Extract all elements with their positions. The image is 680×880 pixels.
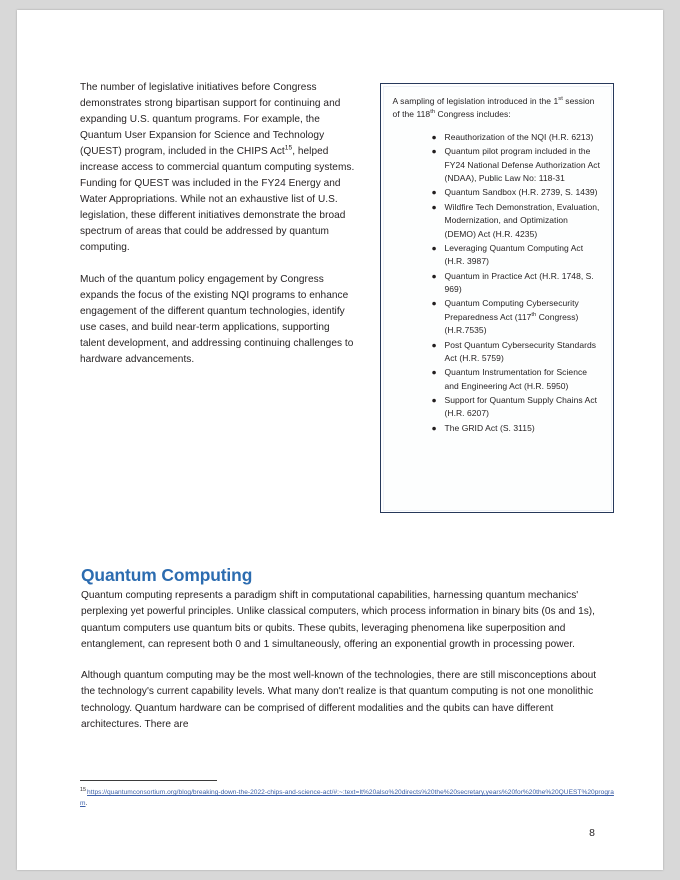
section-heading-quantum-computing: Quantum Computing xyxy=(81,565,253,586)
footnote-number: 15 xyxy=(80,787,87,793)
bullet-icon: ● xyxy=(431,339,437,350)
legislation-list xyxy=(393,131,601,435)
list-item-label: Support for Quantum Supply Chains Act (H.R. 6207) xyxy=(444,394,598,419)
bullet-icon: ● xyxy=(431,270,437,281)
list-item-label: Reauthorization of the NQI (H.R. 6213) xyxy=(444,132,594,143)
ordinal-suffix-th: th xyxy=(430,108,436,115)
list-item xyxy=(393,366,601,393)
list-item-label: Quantum Sandbox (H.R. 2739, S. 1439) xyxy=(444,187,598,198)
list-item-label: Quantum in Practice Act (H.R. 1748, S. 969) xyxy=(444,270,594,295)
footnote-url-line-2: tary,years%20for%20the%20QUEST%20program xyxy=(80,789,614,807)
main-text-column xyxy=(81,588,598,748)
list-item-label: Wildfire Tech Demonstration, Evaluation, Modernization, and Optimization (DEMO) Act (H.R. 4235) xyxy=(444,201,600,239)
list-item-label: Quantum pilot program included in the FY24 National Defense Authorization Act (NDAA), Public Law No: 118-31 xyxy=(444,146,601,184)
list-item xyxy=(393,242,601,269)
paragraph-text-part-1: The number of legislative initiatives before Congress demonstrates strong bipartisan support for continuing and expanding U.S. quantum programs. For example, the Quantum User Expansion for Science and Technology (QUEST) program, included in the CHIPS Act xyxy=(80,82,341,158)
list-item xyxy=(393,297,601,338)
list-item-label: Leveraging Quantum Computing Act (H.R. 3987) xyxy=(444,242,584,267)
bullet-icon: ● xyxy=(431,132,437,143)
list-item-label: The GRID Act (S. 3115) xyxy=(444,422,535,433)
bullet-icon: ● xyxy=(431,394,437,405)
list-item xyxy=(393,201,601,242)
footnote-url-line-1: https://quantumconsortium.org/blog/breaking-down-the-2022-chips-and-science-act/#:~:text=It%20also%20directs%20the%20secre xyxy=(87,789,474,797)
legislation-sampling-box xyxy=(380,83,614,513)
list-item xyxy=(393,394,601,421)
list-item-label-part-2: Congress) (H.R.7535) xyxy=(444,311,579,336)
paragraph-legislative-initiatives xyxy=(80,80,357,257)
bullet-icon: ● xyxy=(431,298,437,309)
ordinal-suffix-th: th xyxy=(531,311,537,318)
list-item-label: Quantum Instrumentation for Science and Engineering Act (H.R. 5950) xyxy=(444,367,588,391)
list-item xyxy=(393,422,601,436)
list-item xyxy=(393,186,601,200)
list-item xyxy=(393,339,601,366)
list-item-label-part-1: Quantum Computing Cybersecurity Preparedness Act (117 xyxy=(444,298,579,322)
bullet-icon: ● xyxy=(431,201,437,212)
legislation-box-inner xyxy=(383,86,612,511)
document-page xyxy=(17,10,663,870)
ordinal-suffix-st: st xyxy=(558,95,563,102)
paragraph-text-part-2: , helped increase access to commercial quantum computing systems. Funding for QUEST was included in the FY24 Energy and Water Appropriations. While not an exhaustive list of U.S. legislation, these different initiatives demonstrate the broad spectrum of areas that could be addressed by quantum computing. xyxy=(80,146,355,254)
list-item-label: Post Quantum Cybersecurity Standards Act (H.R. 5759) xyxy=(444,339,597,364)
footnote-link[interactable] xyxy=(80,789,614,807)
list-item xyxy=(393,145,601,186)
left-text-column xyxy=(80,80,357,383)
bullet-icon: ● xyxy=(431,187,437,198)
paragraph-quantum-computing-intro: Quantum computing represents a paradigm shift in computational capabilities, harnessing quantum mechanics' perplexing yet powerful principles. Unlike classical computers, which process information in binary bits (0s and 1s), quantum computers use quantum bits or qubits. These qubits, leveraging phenomena like superposition and entanglement, can represent both 0 and 1 simultaneously, offering an exponential growth in processing power. xyxy=(81,590,595,650)
list-item xyxy=(393,131,601,145)
footnote-separator-rule xyxy=(80,780,217,781)
paragraph-quantum-policy-engagement: Much of the quantum policy engagement by Congress expands the focus of the existing NQI programs to enhance engagement of the different quantum technologies, identify use cases, and build near-term applications, supporting talent development, and addressing continuing challenges to hardware advancements. xyxy=(80,273,354,365)
paragraph-quantum-misconceptions: Although quantum computing may be the most well-known of the technologies, there are still misconceptions about the technology's current capability levels. What many don't realize is that quantum computing is not one monolithic technology. Quantum hardware can be comprised of different modalities and the qubits can have different architectures. There are xyxy=(81,670,597,730)
page-number: 8 xyxy=(589,828,595,839)
heading-part-1: A sampling of legislation introduced in the 1 xyxy=(392,95,559,106)
bullet-icon: ● xyxy=(431,367,437,378)
footnote-block xyxy=(80,785,617,809)
heading-part-2: session of the 118 xyxy=(392,95,595,119)
footnote-trailing-period: . xyxy=(85,799,88,807)
bullet-icon: ● xyxy=(431,242,437,253)
list-item xyxy=(393,270,601,297)
bullet-icon: ● xyxy=(431,422,437,433)
footnote-reference-15: 15 xyxy=(284,144,293,152)
bullet-icon: ● xyxy=(431,146,437,157)
legislation-box-heading xyxy=(393,95,601,122)
heading-part-3: Congress includes: xyxy=(435,108,511,119)
